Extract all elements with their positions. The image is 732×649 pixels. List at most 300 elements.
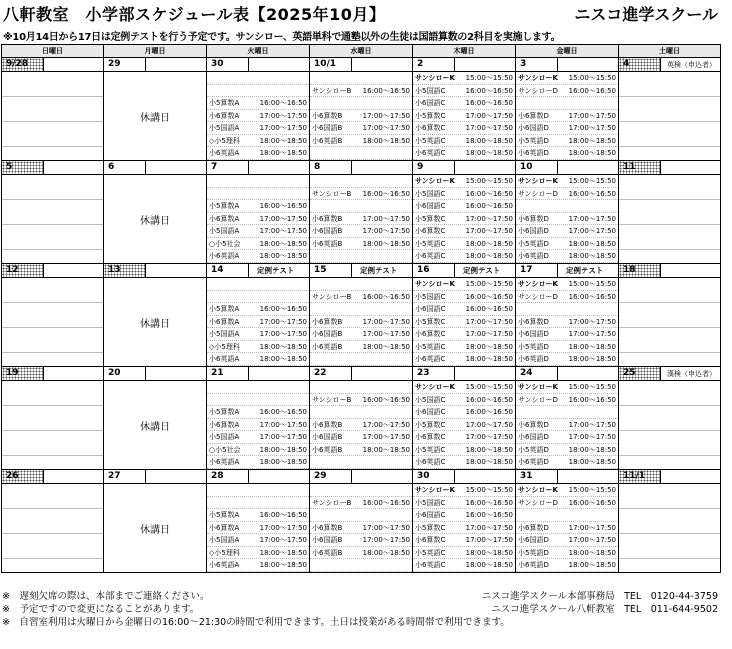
date-number: 24 <box>516 367 558 380</box>
class-time: 17:00～17:50 <box>465 111 513 120</box>
date-cell <box>516 161 619 175</box>
class-list <box>413 72 515 160</box>
class-line <box>310 444 412 457</box>
class-line <box>413 175 515 188</box>
date-number: 11/1 <box>619 470 661 483</box>
date-label <box>516 470 618 483</box>
date-label <box>104 470 206 483</box>
class-time: 17:00～17:50 <box>568 214 616 223</box>
fri-cell <box>516 175 619 264</box>
class-time: 18:00～18:50 <box>259 149 307 157</box>
class-time <box>261 484 309 496</box>
class-subject <box>310 509 364 521</box>
class-line <box>413 353 515 366</box>
date-label <box>207 264 309 277</box>
class-time: 18:00～18:50 <box>568 149 616 157</box>
monday-cell <box>104 484 207 573</box>
class-subject: 小6英語B <box>312 239 343 248</box>
class-line <box>310 509 412 522</box>
class-list <box>207 381 309 469</box>
class-subject: ◇小5理科 <box>209 136 240 145</box>
class-subject: 小5算数A <box>209 99 240 107</box>
date-row <box>2 367 721 381</box>
empty-slots <box>2 72 103 160</box>
class-line <box>310 534 412 547</box>
date-number: 21 <box>207 367 249 380</box>
class-line <box>207 97 309 110</box>
class-line <box>413 278 515 291</box>
class-subject <box>207 394 261 406</box>
class-subject: 小5算数C <box>415 420 446 429</box>
class-time: 18:00～18:50 <box>568 561 616 569</box>
class-time: 16:00～16:50 <box>465 305 513 313</box>
class-line <box>207 122 309 135</box>
class-subject: サンシローK <box>518 74 558 82</box>
class-line <box>413 534 515 547</box>
contact-head-office: ニスコ進学スクール本部事務局 TEL 0120-44-3759 <box>481 591 718 602</box>
empty-slots <box>619 381 720 469</box>
weekday-wed: 水曜日 <box>310 45 413 58</box>
class-subject: 小6英語B <box>312 342 343 351</box>
class-subject: 小6英語A <box>209 458 240 466</box>
class-time <box>570 406 618 418</box>
class-subject <box>310 200 364 212</box>
class-subject <box>310 303 364 315</box>
date-cell <box>104 58 207 72</box>
empty-slots <box>2 381 103 469</box>
class-subject: 小6英語C <box>415 355 446 363</box>
class-time: 17:00～17:50 <box>362 536 410 544</box>
date-number: 22 <box>310 367 352 380</box>
class-time: 17:00～17:50 <box>362 433 410 441</box>
fri-cell <box>516 381 619 470</box>
class-line <box>207 188 309 201</box>
class-line <box>516 316 618 329</box>
class-line <box>310 522 412 535</box>
date-cell <box>310 367 413 381</box>
thu-cell <box>413 175 516 264</box>
class-time: 18:00～18:50 <box>259 136 307 145</box>
class-subject: 小6英語C <box>415 149 446 157</box>
class-line <box>516 135 618 148</box>
wed-cell <box>310 381 413 470</box>
class-time: 18:00～18:50 <box>568 239 616 248</box>
class-line <box>413 85 515 98</box>
class-line <box>516 250 618 263</box>
footer-note: ※ 自習室利用は火曜日から金曜日の16:00～21:30の時間で利用できます。土日は授業がある時間帯で利用できます。 <box>2 617 510 628</box>
class-line <box>516 406 618 419</box>
class-line <box>516 431 618 444</box>
exam-memo: 英検（申込者） <box>667 60 716 69</box>
class-time <box>364 303 412 315</box>
class-list <box>516 175 618 263</box>
class-time: 16:00～16:50 <box>362 498 410 507</box>
date-label <box>310 58 412 71</box>
class-line <box>207 316 309 329</box>
class-subject: 小6算数A <box>209 523 240 532</box>
weekday-mon: 月曜日 <box>104 45 207 58</box>
class-list <box>516 484 618 572</box>
date-number: 30 <box>207 58 249 71</box>
class-time: 17:00～17:50 <box>465 214 513 223</box>
class-line <box>310 135 412 148</box>
class-time: 17:00～17:50 <box>465 317 513 326</box>
class-line <box>413 406 515 419</box>
class-time <box>261 278 309 290</box>
date-number: 30 <box>413 470 455 483</box>
class-subject: 小6算数D <box>518 214 549 223</box>
monday-cell <box>104 175 207 264</box>
class-subject: サンシローK <box>415 486 455 494</box>
class-time: 17:00～17:50 <box>465 523 513 532</box>
class-time <box>261 72 309 84</box>
class-subject: 小6国語B <box>312 433 343 441</box>
class-time: 17:00～17:50 <box>465 433 513 441</box>
class-subject: 小6英語B <box>312 445 343 454</box>
class-time: 18:00～18:50 <box>465 355 513 363</box>
class-time: 18:00～18:50 <box>465 445 513 454</box>
class-time: 16:00～16:50 <box>465 99 513 107</box>
wed-cell <box>310 175 413 264</box>
date-number: 10 <box>516 161 558 174</box>
class-subject: 小6国語B <box>312 536 343 544</box>
holiday-label: 休講日 <box>140 215 170 227</box>
sunday-cell <box>2 381 104 470</box>
class-time: 17:00～17:50 <box>568 536 616 544</box>
class-line <box>310 497 412 510</box>
class-time <box>364 278 412 290</box>
date-number: 2 <box>413 58 455 71</box>
class-line <box>516 213 618 226</box>
class-subject: 小6国語B <box>312 227 343 235</box>
class-subject: 小5英語C <box>415 342 446 351</box>
class-subject: サンシローK <box>415 177 455 185</box>
class-subject <box>207 291 261 303</box>
date-label <box>104 58 206 71</box>
class-time: 17:00～17:50 <box>362 124 410 132</box>
class-subject: 小5国語A <box>209 330 240 338</box>
sunday-cell <box>2 72 104 161</box>
class-list <box>310 72 412 160</box>
class-line <box>310 238 412 251</box>
class-subject: サンシローK <box>518 486 558 494</box>
weekday-tue: 火曜日 <box>207 45 310 58</box>
class-time: 17:00～17:50 <box>259 111 307 120</box>
class-subject: ○小5社会 <box>209 239 241 248</box>
class-subject: 小6算数C <box>415 227 446 235</box>
class-subject: 小6国語C <box>415 99 446 107</box>
class-time: 17:00～17:50 <box>259 330 307 338</box>
class-time <box>364 200 412 212</box>
class-subject <box>516 303 570 315</box>
class-time: 15:00～15:50 <box>465 177 513 185</box>
class-time: 15:00～15:50 <box>568 177 616 185</box>
class-subject: 小5国語A <box>209 536 240 544</box>
wed-cell <box>310 278 413 367</box>
holiday-label: 休講日 <box>140 318 170 330</box>
class-subject: 小6国語C <box>415 511 446 519</box>
class-time <box>364 72 412 84</box>
class-subject: 小6国語B <box>312 124 343 132</box>
thu-cell <box>413 484 516 573</box>
test-tag: 定例テスト <box>463 266 501 275</box>
class-time: 18:00～18:50 <box>465 136 513 145</box>
class-subject: 小6算数A <box>209 317 240 326</box>
date-label <box>207 58 309 71</box>
class-subject: 小6国語C <box>415 202 446 210</box>
class-line <box>310 341 412 354</box>
saturday-cell <box>619 484 721 573</box>
class-time <box>261 381 309 393</box>
class-line <box>310 291 412 304</box>
date-label <box>104 264 206 277</box>
class-subject: サンシローB <box>312 292 352 301</box>
date-cell <box>516 58 619 72</box>
class-line <box>310 484 412 497</box>
class-subject: 小6英語A <box>209 355 240 363</box>
class-line <box>516 110 618 123</box>
test-tag: 定例テスト <box>360 266 398 275</box>
class-line <box>310 394 412 407</box>
date-cell <box>619 264 721 278</box>
class-subject: 小6国語C <box>415 408 446 416</box>
class-time: 18:00～18:50 <box>259 355 307 363</box>
class-line <box>516 147 618 160</box>
class-row <box>2 72 721 161</box>
class-time: 18:00～18:50 <box>465 239 513 248</box>
class-subject: 小5算数C <box>415 111 446 120</box>
saturday-cell <box>619 381 721 470</box>
class-time: 15:00～15:50 <box>465 486 513 494</box>
class-subject <box>310 484 364 496</box>
class-line <box>207 444 309 457</box>
class-time: 17:00～17:50 <box>362 523 410 532</box>
class-subject: 小6国語D <box>518 536 549 544</box>
class-line <box>207 353 309 366</box>
class-subject: ◇小5理科 <box>209 342 240 351</box>
date-label <box>413 58 515 71</box>
class-line <box>516 188 618 201</box>
class-line <box>310 250 412 263</box>
class-line <box>413 431 515 444</box>
date-cell <box>207 264 310 278</box>
class-time: 17:00～17:50 <box>259 523 307 532</box>
date-label <box>619 470 720 483</box>
page-title: 八軒教室 小学部スケジュール表【2025年10月】 <box>3 5 386 24</box>
class-subject: サンシローD <box>518 395 558 404</box>
class-line <box>207 456 309 469</box>
class-subject: 小6算数A <box>209 111 240 120</box>
wed-cell <box>310 484 413 573</box>
class-subject: 小5国語C <box>415 498 446 507</box>
schedule-calendar <box>1 44 721 573</box>
class-subject <box>310 381 364 393</box>
class-line <box>516 97 618 110</box>
class-subject: 小6英語A <box>209 561 240 569</box>
class-subject: サンシローB <box>312 189 352 198</box>
class-line <box>413 250 515 263</box>
contact-hachiken: ニスコ進学スクール八軒教室 TEL 011-644-9502 <box>491 604 718 615</box>
class-time: 16:00～16:50 <box>568 395 616 404</box>
date-label <box>516 367 618 380</box>
empty-slots <box>619 175 720 263</box>
date-number: 10/1 <box>310 58 352 71</box>
tue-cell <box>207 484 310 573</box>
date-cell <box>104 367 207 381</box>
fri-cell <box>516 484 619 573</box>
class-line <box>207 175 309 188</box>
class-line <box>516 175 618 188</box>
class-time: 18:00～18:50 <box>259 342 307 351</box>
class-subject: サンシローK <box>518 280 558 288</box>
class-line <box>516 85 618 98</box>
class-time: 16:00～16:50 <box>362 292 410 301</box>
class-subject: 小6算数B <box>312 420 343 429</box>
class-line <box>207 72 309 85</box>
class-subject: 小6英語C <box>415 561 446 569</box>
class-time: 17:00～17:50 <box>259 420 307 429</box>
class-time: 16:00～16:50 <box>362 189 410 198</box>
date-label <box>619 367 720 380</box>
date-label <box>619 58 720 71</box>
class-time: 15:00～15:50 <box>465 280 513 288</box>
date-cell <box>413 367 516 381</box>
class-subject: 小6英語D <box>518 252 549 260</box>
class-time: 15:00～15:50 <box>568 280 616 288</box>
class-time: 17:00～17:50 <box>362 111 410 120</box>
date-number: 17 <box>516 264 558 277</box>
date-cell <box>310 161 413 175</box>
class-line <box>516 381 618 394</box>
class-line <box>310 559 412 572</box>
date-label <box>2 58 103 71</box>
class-time: 18:00～18:50 <box>568 445 616 454</box>
class-subject <box>310 353 364 365</box>
class-subject: 小5英語C <box>415 239 446 248</box>
class-time <box>364 97 412 109</box>
class-subject <box>207 278 261 290</box>
class-time: 18:00～18:50 <box>568 355 616 363</box>
date-number: 14 <box>207 264 249 277</box>
date-number: 18 <box>619 264 661 277</box>
date-number: 16 <box>413 264 455 277</box>
date-label <box>516 264 618 277</box>
weekday-fri: 金曜日 <box>516 45 619 58</box>
class-subject <box>310 456 364 468</box>
monday-cell <box>104 381 207 470</box>
class-line <box>413 122 515 135</box>
date-label <box>619 264 720 277</box>
class-time: 15:00～15:50 <box>465 383 513 391</box>
class-line <box>413 559 515 572</box>
date-label <box>310 367 412 380</box>
date-number: 3 <box>516 58 558 71</box>
class-line <box>207 278 309 291</box>
class-line <box>310 72 412 85</box>
class-subject: 小6算数C <box>415 124 446 132</box>
class-time: 18:00～18:50 <box>568 458 616 466</box>
date-label <box>310 264 412 277</box>
thu-cell <box>413 278 516 367</box>
date-number: 11 <box>619 161 661 174</box>
class-subject <box>207 72 261 84</box>
class-subject: 小6国語D <box>518 433 549 441</box>
class-subject <box>207 175 261 187</box>
fri-cell <box>516 72 619 161</box>
class-line <box>516 200 618 213</box>
class-line <box>516 291 618 304</box>
class-time: 17:00～17:50 <box>568 111 616 120</box>
class-line <box>207 341 309 354</box>
class-subject: 小6英語C <box>415 252 446 260</box>
class-line <box>310 85 412 98</box>
class-line <box>310 328 412 341</box>
class-line <box>516 278 618 291</box>
class-time: 18:00～18:50 <box>259 252 307 260</box>
class-line <box>207 250 309 263</box>
monday-cell <box>104 72 207 161</box>
class-time: 18:00～18:50 <box>568 252 616 260</box>
class-line <box>516 522 618 535</box>
class-line <box>207 328 309 341</box>
class-subject: 小6算数B <box>312 214 343 223</box>
class-time: 17:00～17:50 <box>465 330 513 338</box>
class-time: 18:00～18:50 <box>362 445 410 454</box>
date-number: 7 <box>207 161 249 174</box>
class-time: 17:00～17:50 <box>259 124 307 132</box>
class-subject: 小5英語C <box>415 548 446 557</box>
class-line <box>413 188 515 201</box>
date-number: 8 <box>310 161 352 174</box>
class-time <box>364 456 412 468</box>
class-line <box>516 497 618 510</box>
class-subject: 小6算数A <box>209 214 240 223</box>
class-line <box>310 316 412 329</box>
class-line <box>310 122 412 135</box>
date-label <box>310 470 412 483</box>
date-cell <box>413 470 516 484</box>
date-cell <box>310 58 413 72</box>
class-subject: 小5国語C <box>415 86 446 95</box>
class-list <box>310 175 412 263</box>
class-list <box>516 381 618 469</box>
date-label <box>413 264 515 277</box>
class-line <box>413 316 515 329</box>
date-number: 12 <box>2 264 44 277</box>
class-list <box>207 175 309 263</box>
class-time: 16:00～16:50 <box>465 292 513 301</box>
date-cell <box>104 161 207 175</box>
class-list <box>310 278 412 366</box>
test-notice: ※10月14日から17日は定例テストを行う予定です。サンシロー、英語単科で通塾以外の生徒は国語算数の2科目を実施します。 <box>3 32 561 43</box>
class-time: 16:00～16:50 <box>259 99 307 107</box>
class-time: 16:00～16:50 <box>465 86 513 95</box>
sunday-cell <box>2 278 104 367</box>
class-line <box>413 147 515 160</box>
class-subject <box>310 250 364 262</box>
class-line <box>413 110 515 123</box>
class-line <box>413 328 515 341</box>
class-subject <box>516 406 570 418</box>
date-cell <box>2 58 104 72</box>
class-line <box>516 303 618 316</box>
class-line <box>413 291 515 304</box>
sunday-cell <box>2 484 104 573</box>
date-cell <box>104 470 207 484</box>
class-time: 16:00～16:50 <box>259 408 307 416</box>
class-line <box>207 303 309 316</box>
class-line <box>413 97 515 110</box>
